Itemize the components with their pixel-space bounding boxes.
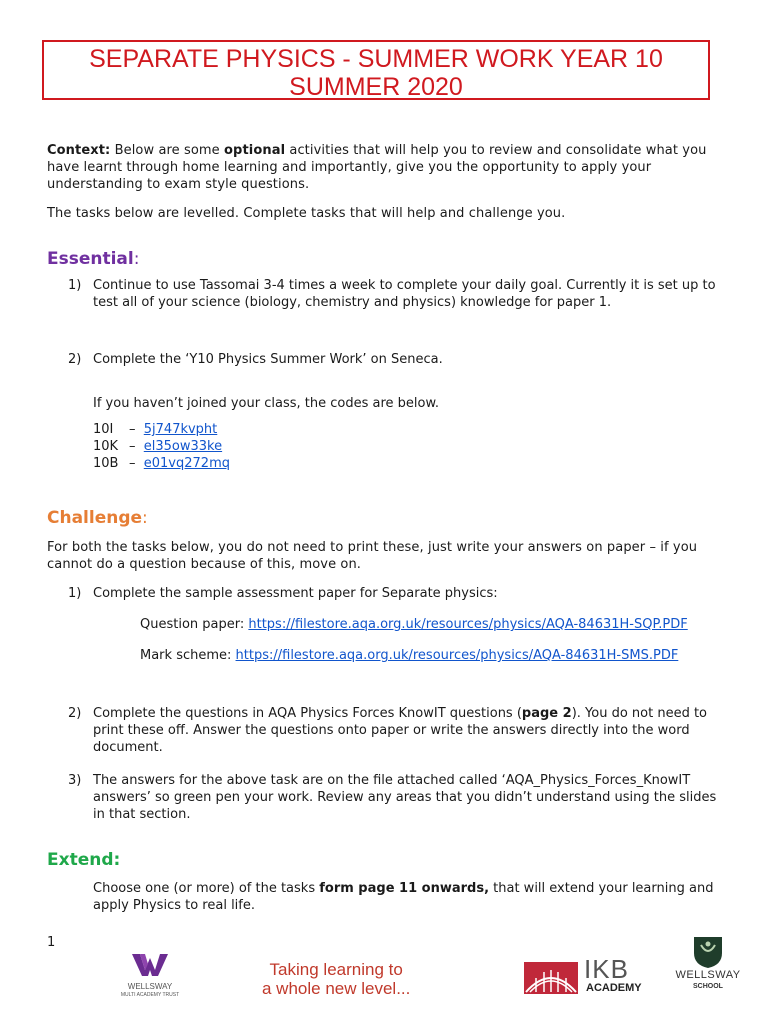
item-2-bold: page 2: [521, 706, 572, 721]
context-label: Context:: [47, 143, 111, 158]
school-crest-icon: [691, 935, 725, 969]
class-name: 10K: [93, 439, 119, 454]
codes-intro: If you haven’t joined your class, the codes are below.: [93, 396, 440, 411]
extend-text-b: that will extend your learning and apply Physics to real life.: [93, 881, 714, 913]
challenge-item-1: [68, 585, 728, 602]
context-text-a: Below are some: [110, 143, 225, 158]
essential-item-2: [68, 351, 728, 368]
tagline-line-2: a whole new level...: [262, 979, 411, 998]
challenge-item-3-text: The answers for the above task are on the file attached called ‘AQA_Physics_Forces_KnowIT answers’ so green pen your work. Review any areas that you didn’t understand using the slides in that section.: [93, 773, 717, 822]
mark-scheme-link[interactable]: https://filestore.aqa.org.uk/resources/physics/AQA-84631H-SMS.PDF: [235, 648, 679, 663]
trust-sub: MULTI ACADEMY TRUST: [120, 992, 180, 998]
challenge-intro: For both the tasks below, you do not need to print these, just write your answers on paper – if you cannot do a question because of this, move on.: [47, 540, 698, 572]
extend-text-a: Choose one (or more) of the tasks: [93, 881, 320, 896]
school-name: WELLSWAY: [675, 969, 741, 981]
wellsway-school-logo: [672, 935, 744, 997]
class-code-link[interactable]: e01vq272mq: [143, 456, 230, 471]
challenge-heading-text: Challenge: [47, 508, 143, 528]
list-number: 1): [68, 586, 82, 601]
essential-heading-text: Essential: [47, 249, 134, 269]
w-mark-icon: [120, 952, 180, 978]
challenge-colon: :: [142, 508, 148, 528]
class-code-row: [93, 455, 230, 472]
challenge-heading: [47, 508, 148, 528]
context-text-b: activities that will help you to review and consolidate what you have learnt through home learning and importantly, give you the opportunity to apply your understanding to exam style questions.: [47, 143, 707, 192]
item-2-text-b: ). You do not need to print these off. Answer the questions onto paper or write the answers directly into the word document.: [93, 706, 708, 755]
extend-bold: form page 11 onwards,: [319, 881, 490, 896]
dash: –: [129, 422, 136, 437]
mark-scheme-label: Mark scheme:: [140, 648, 236, 663]
context-optional: optional: [224, 143, 286, 158]
class-code-link[interactable]: el35ow33ke: [143, 439, 223, 454]
challenge-item-3: [68, 772, 728, 823]
wellsway-trust-logo: [120, 952, 180, 996]
essential-heading: [47, 249, 139, 269]
essential-item-2-text: Complete the ‘Y10 Physics Summer Work’ on Seneca.: [93, 352, 443, 367]
trust-name: WELLSWAY: [127, 982, 173, 991]
question-paper-line: [93, 617, 733, 633]
ikb-academy-logo: [522, 954, 652, 1000]
list-number: 1): [68, 278, 82, 293]
class-code-row: [93, 421, 217, 438]
essential-item-1: [68, 277, 728, 311]
class-code-row: [93, 438, 222, 455]
context-paragraph: [47, 142, 727, 193]
list-number: 3): [68, 773, 82, 788]
class-code-link[interactable]: 5j747kvpht: [143, 422, 218, 437]
challenge-item-2-text: [93, 705, 728, 756]
extend-heading: Extend:: [47, 850, 121, 870]
dash: –: [129, 456, 136, 471]
tagline: [262, 960, 410, 998]
question-paper-link[interactable]: https://filestore.aqa.org.uk/resources/physics/AQA-84631H-SQP.PDF: [248, 617, 688, 632]
challenge-item-2: [68, 705, 728, 756]
page-number: 1: [47, 935, 56, 950]
item-2-text-a: Complete the questions in AQA Physics Forces KnowIT questions (: [93, 706, 522, 721]
essential-colon: :: [133, 249, 140, 269]
class-name: 10I: [93, 422, 114, 437]
title-box: [42, 40, 710, 100]
dash: –: [129, 439, 136, 454]
tagline-line-1: Taking learning to: [269, 960, 403, 979]
mark-scheme-line: [93, 648, 733, 664]
bridge-icon: [522, 958, 580, 996]
ikb-sub-text: ACADEMY: [586, 982, 642, 994]
challenge-item-1-text: Complete the sample assessment paper for Separate physics:: [93, 586, 498, 601]
school-sub: SCHOOL: [693, 983, 723, 990]
extend-paragraph: [93, 880, 723, 914]
levelled-paragraph: The tasks below are levelled. Complete tasks that will help and challenge you.: [47, 206, 566, 221]
question-paper-label: Question paper:: [140, 617, 249, 632]
class-name: 10B: [93, 456, 119, 471]
list-number: 2): [68, 352, 82, 367]
essential-item-1-text: Continue to use Tassomai 3-4 times a week to complete your daily goal. Currently it is set up to test all of your science (biology, chemistry and physics) knowledge for paper 1.: [93, 278, 716, 310]
title-line-2: SUMMER 2020: [289, 73, 463, 101]
ikb-text: IKB: [584, 954, 629, 984]
title-line-1: SEPARATE PHYSICS - SUMMER WORK YEAR 10: [89, 45, 663, 73]
list-number: 2): [68, 706, 82, 721]
